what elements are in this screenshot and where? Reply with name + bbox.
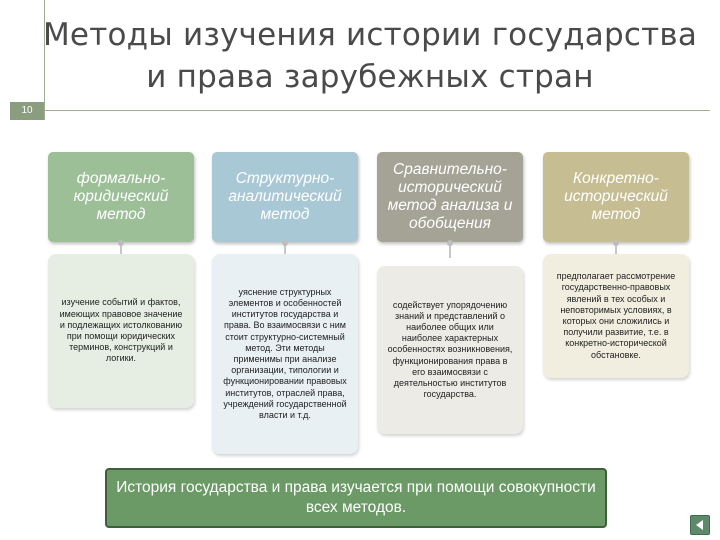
header-horizontal-rule [44,110,710,111]
slide-number: 10 [10,102,44,120]
method-heading-structural-analytical [212,152,358,242]
method-description-text: уяснение структурных элементов и особенностей институтов государства и права. Во взаимосвязи с ним стоит структурно-системный метод. Эти методы применимы при анализе организации, типологии и функционировании правовых институтов, отраслей права, учреждений государственной власти и т.д. [223,286,347,421]
method-heading-label: Конкретно-исторический метод [564,170,668,223]
method-heading-label: Структурно-аналитический метод [228,170,342,223]
summary-box [105,468,607,528]
method-description-structural-analytical [212,254,358,454]
method-heading-concrete-historical [543,152,689,242]
method-description-text: предполагает рассмотрение государственно-правовых явлений в тех особых и неповторимых условиях, в которых они сложились и получили развитие, т.е. в конкретно-исторической обстановке. [556,271,676,360]
method-heading-formal-legal [48,152,194,242]
method-description-concrete-historical [543,254,689,378]
summary-text: История государства и права изучается при помощи совокупности всех методов. [116,479,596,516]
method-description-formal-legal [48,254,194,408]
method-description-text: изучение событий и фактов, имеющих правовое значение и подлежащих истолкованию при помощи юридических терминов, конструкций и логики. [59,297,183,364]
method-heading-comparative-historical [377,152,523,242]
slide-title: Методы изучения истории государства и права зарубежных стран [42,17,698,95]
connector [449,242,451,258]
method-description-text: содействует упорядочению знаний и представлений о наиболее общих или наиболее характерных особенностях возникновения, функционирования права в его взаимосвязи с деятельностью институтов государства. [387,299,513,400]
method-heading-label: формально-юридический метод [73,170,169,223]
back-arrow-icon[interactable] [690,515,710,535]
method-description-comparative-historical [377,266,523,434]
method-heading-label: Сравнительно-исторический метод анализа и обобщения [387,161,513,232]
